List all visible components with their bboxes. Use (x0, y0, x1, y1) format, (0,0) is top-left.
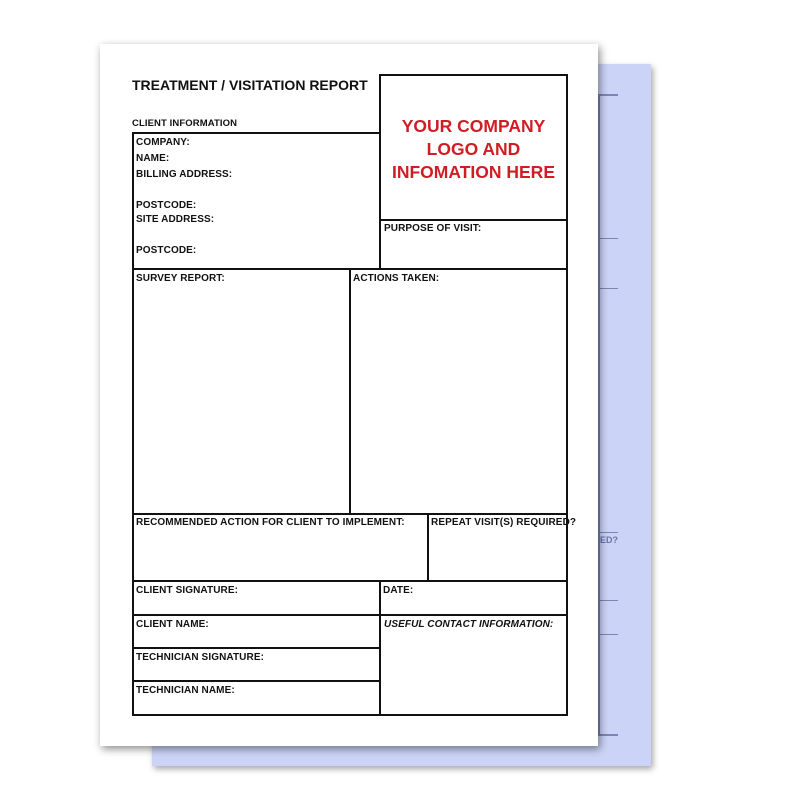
logo-line-3: INFOMATION HERE (391, 162, 555, 182)
survey-report-label: SURVEY REPORT: (136, 273, 225, 284)
carbon-form-line (598, 634, 618, 635)
form-title: TREATMENT / VISITATION REPORT (132, 77, 368, 93)
company-label: COMPANY: (136, 137, 190, 148)
repeat-visit-label: REPEAT VISIT(S) REQUIRED? (431, 517, 577, 528)
technician-name-box[interactable] (132, 680, 381, 716)
form-sheet (100, 44, 598, 746)
carbon-form-line (598, 94, 618, 96)
survey-report-box[interactable] (132, 268, 351, 515)
technician-signature-box[interactable] (132, 647, 381, 682)
carbon-form-line (598, 734, 618, 736)
carbon-partial-label: ED? (600, 535, 618, 545)
logo-line-1: YOUR COMPANY (401, 116, 546, 136)
date-label: DATE: (383, 585, 414, 596)
client-section-label: CLIENT INFORMATION (132, 118, 238, 129)
carbon-form-line (598, 238, 618, 239)
site-postcode-label: POSTCODE: (136, 245, 197, 256)
client-info-box[interactable] (132, 132, 381, 270)
purpose-of-visit-box[interactable] (379, 219, 568, 270)
purpose-of-visit-label: PURPOSE OF VISIT: (384, 223, 482, 234)
client-signature-box[interactable] (132, 580, 381, 616)
site-address-label: SITE ADDRESS: (136, 214, 215, 225)
actions-taken-box[interactable] (349, 268, 568, 515)
date-box[interactable] (379, 580, 568, 616)
carbon-form-line (598, 532, 618, 533)
actions-taken-label: ACTIONS TAKEN: (353, 273, 440, 284)
useful-contact-label: USEFUL CONTACT INFORMATION: (384, 619, 554, 630)
company-logo-box (379, 74, 568, 221)
client-name-label: CLIENT NAME: (136, 619, 209, 630)
technician-name-label: TECHNICIAN NAME: (136, 685, 235, 696)
technician-signature-label: TECHNICIAN SIGNATURE: (136, 652, 265, 663)
client-name-box[interactable] (132, 614, 381, 649)
recommended-action-box[interactable] (132, 513, 429, 582)
billing-address-label: BILLING ADDRESS: (136, 169, 233, 180)
carbon-form-border (598, 94, 600, 734)
postcode-label: POSTCODE: (136, 200, 197, 211)
logo-line-2: LOGO AND (426, 139, 521, 159)
carbon-form-line (598, 288, 618, 289)
client-signature-label: CLIENT SIGNATURE: (136, 585, 239, 596)
name-label: NAME: (136, 153, 170, 164)
recommended-action-label: RECOMMENDED ACTION FOR CLIENT TO IMPLEMENT: (136, 517, 405, 528)
repeat-visit-box[interactable] (427, 513, 577, 582)
useful-contact-box[interactable] (379, 614, 568, 716)
carbon-form-line (598, 600, 618, 601)
